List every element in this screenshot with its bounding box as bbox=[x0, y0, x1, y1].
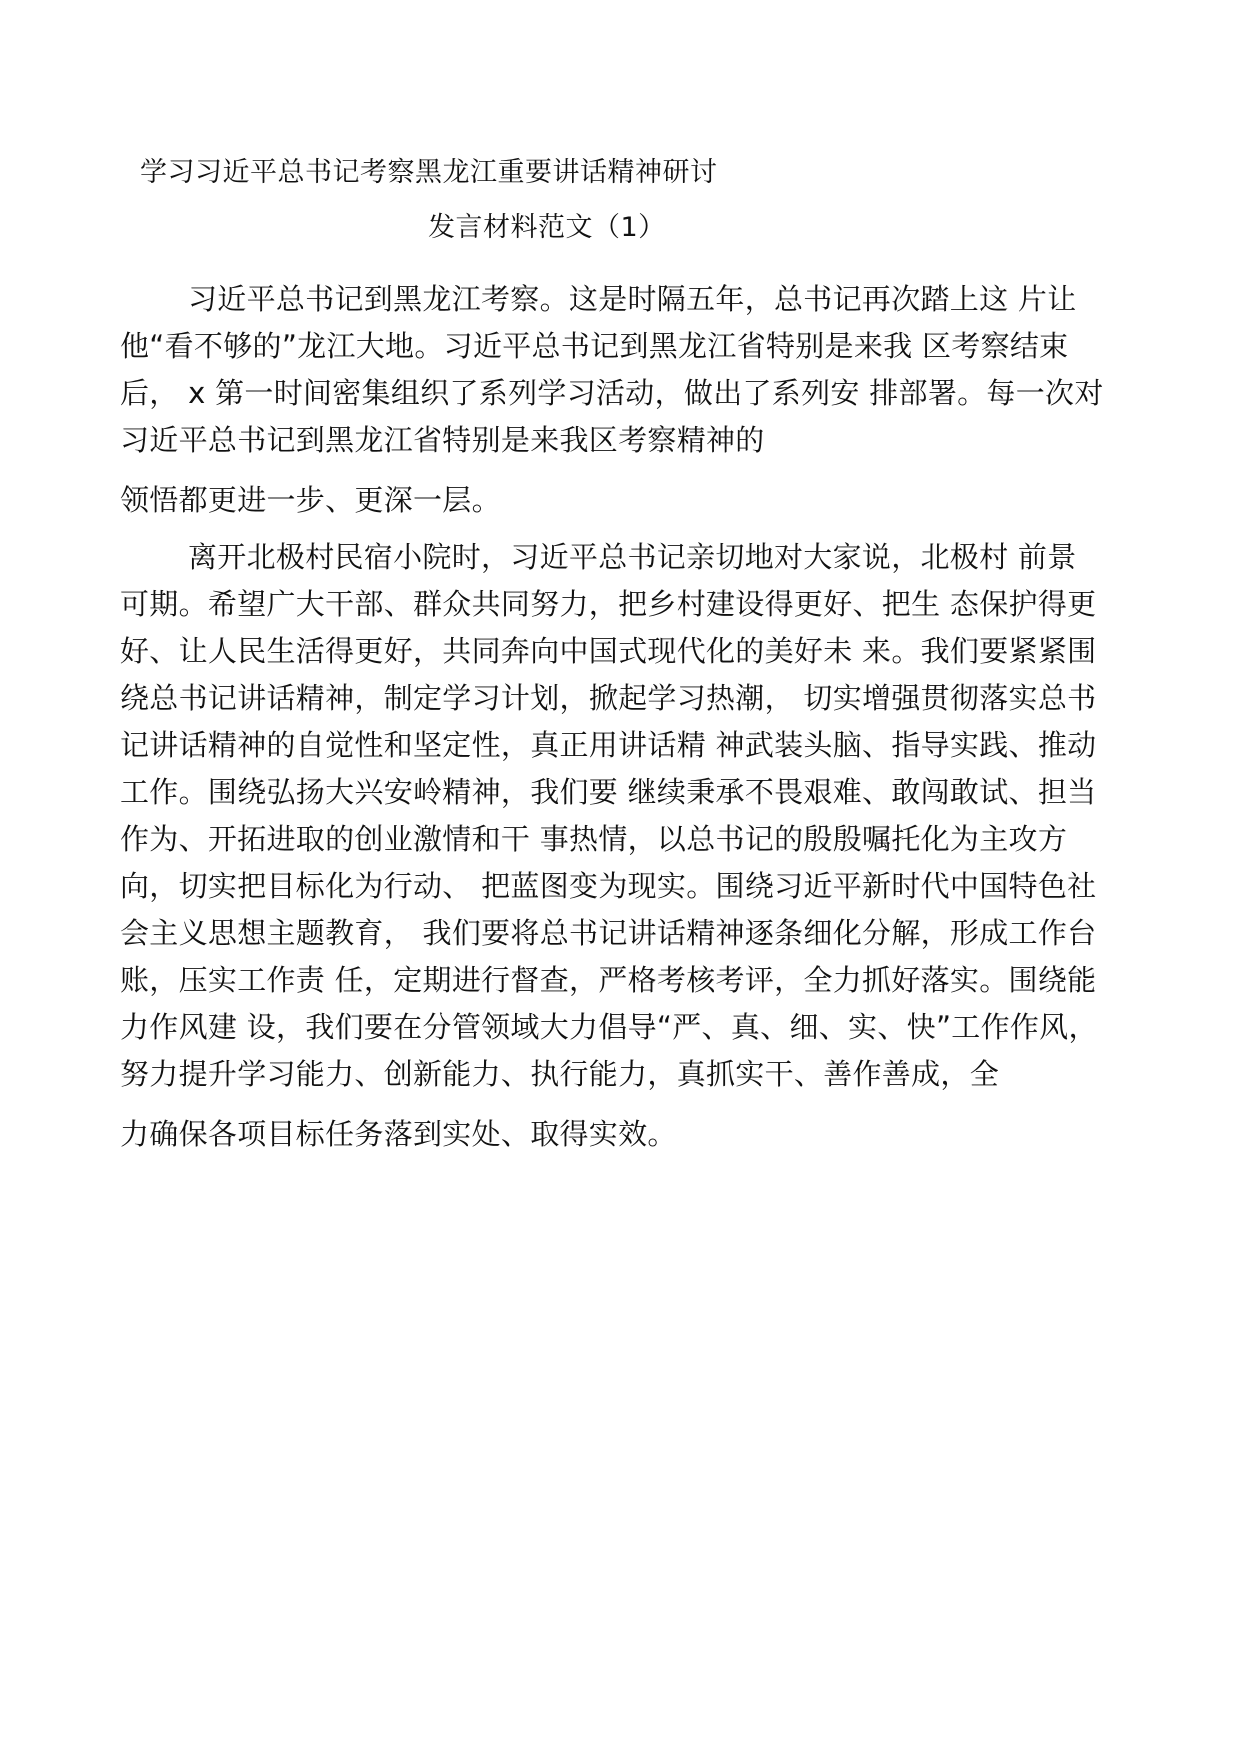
document-title-line-2: 发言材料范文（1） bbox=[428, 212, 666, 243]
paragraph-2-line-8: 向，切实把目标化为行动、 把蓝图变为现实。围绕习近平新时代中国特色社 bbox=[120, 869, 1097, 903]
paragraph-2-line-10: 账，压实工作责 任，定期进行督查，严格考核考评，全力抓好落实。围绕能 bbox=[120, 963, 1097, 997]
paragraph-2-line-5: 记讲话精神的自觉性和坚定性，真正用讲话精 神武装头脑、指导实践、推动 bbox=[120, 728, 1097, 762]
paragraph-2-line-7: 作为、开拓进取的创业激情和干 事热情，以总书记的殷殷嘱托化为主攻方 bbox=[120, 822, 1068, 856]
document-title-line-1: 学习习近平总书记考察黑龙江重要讲话精神研讨 bbox=[140, 157, 718, 188]
paragraph-1-line-3: 后， x 第一时间密集组织了系列学习活动，做出了系列安 排部署。每一次对 bbox=[120, 376, 1104, 410]
paragraph-2-line-4: 绕总书记讲话精神，制定学习计划，掀起学习热潮， 切实增强贯彻落实总书 bbox=[120, 681, 1097, 715]
paragraph-2-line-9: 会主义思想主题教育， 我们要将总书记讲话精神逐条细化分解，形成工作台 bbox=[120, 916, 1097, 950]
paragraph-2-line-3: 好、让人民生活得更好，共同奔向中国式现代化的美好未 来。我们要紧紧围 bbox=[120, 634, 1097, 668]
paragraph-1-line-5: 领悟都更进一步、更深一层。 bbox=[120, 483, 501, 517]
paragraph-2-line-13: 力确保各项目标任务落到实处、取得实效。 bbox=[120, 1117, 677, 1151]
paragraph-2-line-12: 努力提升学习能力、创新能力、执行能力，真抓实干、善作善成，全 bbox=[120, 1057, 1000, 1091]
paragraph-1-line-4: 习近平总书记到黑龙江省特别是来我区考察精神的 bbox=[120, 423, 765, 457]
paragraph-2-line-11: 力作风建 设，我们要在分管领域大力倡导“严、真、细、实、快”工作作风， bbox=[120, 1010, 1098, 1044]
paragraph-2-line-2: 可期。希望广大干部、群众共同努力，把乡村建设得更好、把生 态保护得更 bbox=[120, 587, 1097, 621]
paragraph-1-line-2: 他“看不够的”龙江大地。习近平总书记到黑龙江省特别是来我 区考察结束 bbox=[120, 329, 1069, 363]
paragraph-2-line-6: 工作。围绕弘扬大兴安岭精神，我们要 继续秉承不畏艰难、敢闯敢试、担当 bbox=[120, 775, 1097, 809]
paragraph-1-line-1: 习近平总书记到黑龙江考察。这是时隔五年，总书记再次踏上这 片让 bbox=[188, 282, 1077, 316]
paragraph-2-line-1: 离开北极村民宿小院时，习近平总书记亲切地对大家说，北极村 前景 bbox=[188, 540, 1077, 574]
